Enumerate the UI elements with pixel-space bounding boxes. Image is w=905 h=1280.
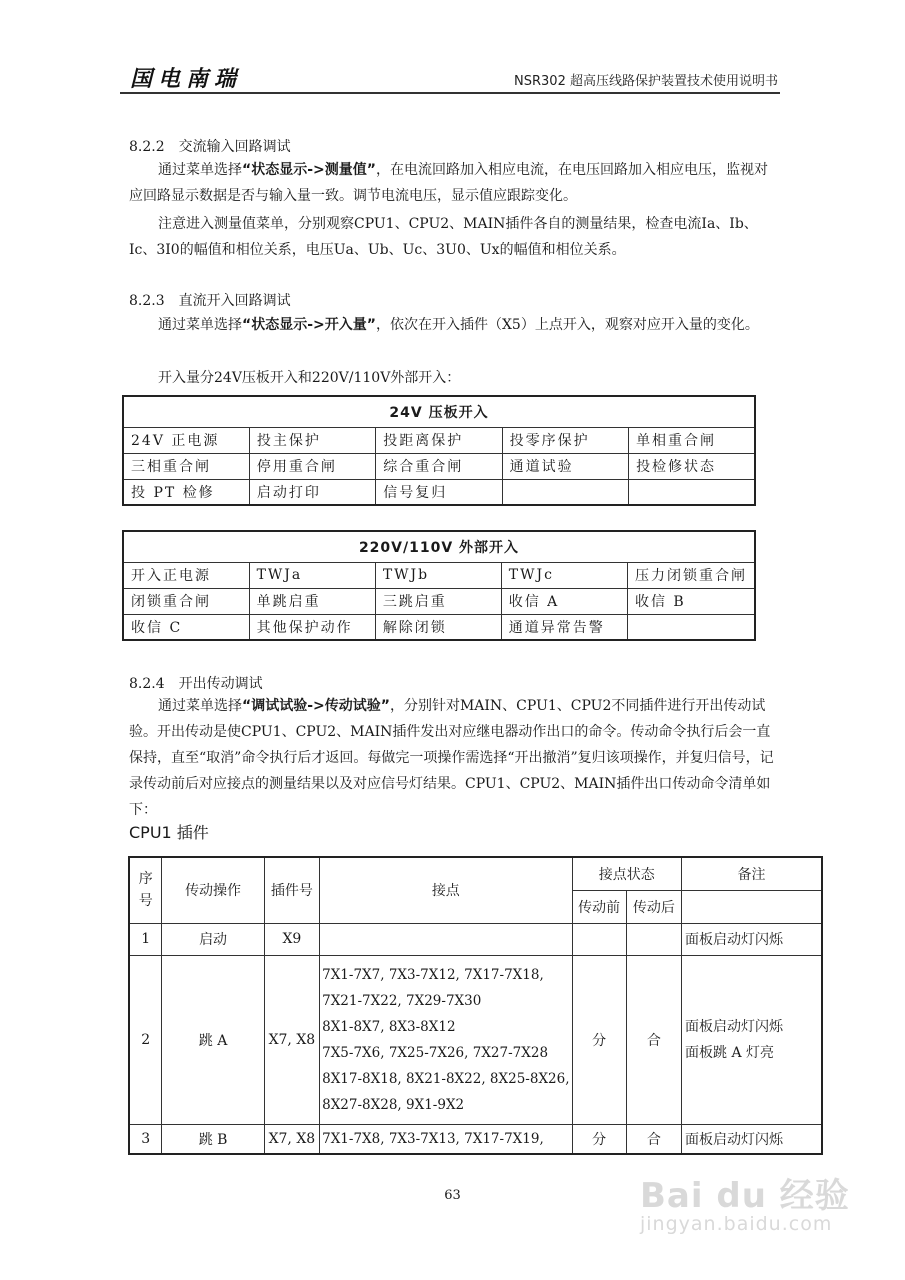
table-row (129, 955, 822, 1124)
table-cell: 解除闭锁 (375, 614, 501, 640)
table-cell: 三跳启重 (375, 588, 501, 614)
table-cell: 投主保护 (249, 427, 375, 453)
cpu1-plugin-label: CPU1 插件 (129, 823, 209, 842)
table-cell: 收信 C (123, 614, 249, 640)
table-24v-binary-inputs (122, 395, 756, 506)
page-number: 63 (444, 1188, 461, 1203)
cell-note: 面板启动灯闪烁 (682, 1124, 822, 1154)
cell-contacts (320, 955, 572, 1124)
cell-plugin: X9 (264, 923, 319, 955)
watermark-site: jingyan.baidu.com (640, 1213, 833, 1235)
table-cell: 闭锁重合闸 (123, 588, 249, 614)
table-row (123, 562, 755, 588)
table-cell: 通道异常告警 (501, 614, 627, 640)
cell-before (572, 923, 626, 955)
table-cell: TWJc (501, 562, 627, 588)
cell-after (626, 923, 681, 955)
cell-contacts: 7X1-7X8, 7X3-7X13, 7X17-7X19, (320, 1124, 572, 1154)
table-cell: 投 PT 检修 (123, 479, 249, 505)
text: 开入量分24V压板开入和220V/110V外部开入： (158, 370, 461, 386)
table-220v-external-inputs (122, 530, 756, 641)
table-row (129, 923, 822, 955)
header-contact-state: 接点状态 (572, 857, 682, 890)
text: ，分别针对MAIN、CPU1、CPU2不同插件进行开出传动试验。开出传动是使CPU1、CPU2、MAIN插件发出对应继电器动作出口的命令。传动命令执行后会一直保持，直至“取消”命令执行后才返回。每做完一项操作需选择“开出撤消”复归该项操作，并复归信号，记录传动前后对应接点的测量结果以及对应信号灯结果。CPU1、CPU2、MAIN插件出口传动命令清单如下： (129, 698, 774, 818)
table-cell (627, 614, 755, 640)
header-note: 备注 (682, 857, 822, 890)
cell-plugin: X7, X8 (264, 1124, 319, 1154)
table-cell: 收信 A (501, 588, 627, 614)
header-before: 传动前 (572, 890, 626, 923)
table-cell: 综合重合闸 (376, 453, 502, 479)
menu-path-binary-input: “状态显示->开入量” (242, 317, 376, 333)
table-cell: 收信 B (627, 588, 755, 614)
table-cell: TWJa (249, 562, 375, 588)
cell-after: 合 (626, 1124, 681, 1154)
page-header (120, 58, 780, 94)
table-cell: 启动打印 (249, 479, 375, 505)
table-title: 24V 压板开入 (123, 396, 755, 427)
cell-plugin: X7, X8 (264, 955, 319, 1124)
cell-seq: 3 (129, 1124, 162, 1154)
contact-line: 8X1-8X7, 8X3-8X12 (322, 1018, 456, 1035)
table-row (123, 427, 755, 453)
watermark-brand: Bai du 经验 (640, 1176, 850, 1216)
text: ，依次在开入插件（X5）上点开入，观察对应开入量的变化。 (375, 317, 759, 333)
section-heading-8-2-4: 8.2.4 开出传动调试 (129, 676, 263, 692)
table-cell: 三相重合闸 (123, 453, 249, 479)
contact-line: 7X5-7X6, 7X25-7X26, 7X27-7X28 (322, 1044, 549, 1061)
table-cell: 停用重合闸 (249, 453, 375, 479)
text: 通过菜单选择 (158, 698, 242, 714)
contact-line: 7X21-7X22, 7X29-7X30 (322, 992, 482, 1009)
text: 通过菜单选择 (158, 317, 242, 333)
section-heading-8-2-2: 8.2.2 交流输入回路调试 (129, 139, 291, 155)
table-title: 220V/110V 外部开入 (123, 531, 755, 562)
contact-line: 7X1-7X7, 7X3-7X12, 7X17-7X18, (322, 966, 544, 983)
table-cell: 投零序保护 (502, 427, 628, 453)
cell-seq: 2 (129, 955, 162, 1124)
text: ，在电流回路加入相应电流，在电压回路加入相应电压，监视对应回路显示数据是否与输入量一致。调节电流电压，显示值应跟踪变化。 (129, 162, 768, 204)
header-note-empty (682, 890, 822, 923)
header-after: 传动后 (626, 890, 681, 923)
cell-contacts (320, 923, 572, 955)
section-8-2-4-paragraph-1 (129, 693, 779, 823)
table-row (123, 479, 755, 505)
cell-after: 合 (626, 955, 681, 1124)
section-8-2-3-paragraph-1 (129, 312, 779, 338)
table-cell: 开入正电源 (123, 562, 249, 588)
table-cell (502, 479, 628, 505)
menu-path-measurement: “状态显示->测量值” (242, 162, 376, 178)
cell-operation: 启动 (162, 923, 264, 955)
note-line: 面板跳 A 灯亮 (685, 1044, 775, 1061)
table-row (129, 1124, 822, 1154)
section-8-2-2-paragraph-2 (129, 211, 779, 263)
table-cell: 单相重合闸 (629, 427, 755, 453)
table-row (123, 588, 755, 614)
cell-note: 面板启动灯闪烁 (682, 923, 822, 955)
text: 注意进入测量值菜单，分别观察CPU1、CPU2、MAIN插件各自的测量结果，检查电流Ia、Ib、Ic、3I0的幅值和相位关系，电压Ua、Ub、Uc、3U0、Ux的幅值和相位关系。 (129, 216, 758, 258)
table-cell: 通道试验 (502, 453, 628, 479)
table-cell: 投检修状态 (629, 453, 755, 479)
cell-operation: 跳 B (162, 1124, 264, 1154)
header-contact: 接点 (320, 857, 572, 923)
cell-before: 分 (572, 955, 626, 1124)
table-cell (629, 479, 755, 505)
table-cell: 单跳启重 (249, 588, 375, 614)
cell-note (682, 955, 822, 1124)
table-cell: 其他保护动作 (249, 614, 375, 640)
table-header-row (129, 857, 822, 890)
section-8-2-2-paragraph-1 (129, 157, 779, 209)
contact-line: 8X17-8X18, 8X21-8X22, 8X25-8X26, (322, 1070, 570, 1087)
company-logo: 国电南瑞 (130, 66, 243, 92)
table-cpu1-trip-commands (128, 856, 823, 1155)
contact-line: 8X27-8X28, 9X1-9X2 (322, 1096, 465, 1113)
header-seq: 序号 (129, 857, 162, 923)
table-cell: 24V 正电源 (123, 427, 249, 453)
table-cell: 压力闭锁重合闸 (627, 562, 755, 588)
note-line: 面板启动灯闪烁 (685, 1018, 784, 1035)
table-cell: TWJb (375, 562, 501, 588)
header-plugin: 插件号 (264, 857, 319, 923)
table-cell: 投距离保护 (376, 427, 502, 453)
table-row (123, 614, 755, 640)
document-title: NSR302 超高压线路保护装置技术使用说明书 (514, 74, 778, 89)
section-heading-8-2-3: 8.2.3 直流开入回路调试 (129, 293, 291, 309)
text: 通过菜单选择 (158, 162, 242, 178)
menu-path-trip-test: “调试试验->传动试验” (242, 698, 390, 714)
cell-before: 分 (572, 1124, 626, 1154)
section-8-2-3-paragraph-2 (129, 365, 779, 391)
cell-operation: 跳 A (162, 955, 264, 1124)
table-cell: 信号复归 (376, 479, 502, 505)
header-operation: 传动操作 (162, 857, 264, 923)
baidu-watermark (640, 1168, 850, 1243)
table-row (123, 453, 755, 479)
cell-seq: 1 (129, 923, 162, 955)
